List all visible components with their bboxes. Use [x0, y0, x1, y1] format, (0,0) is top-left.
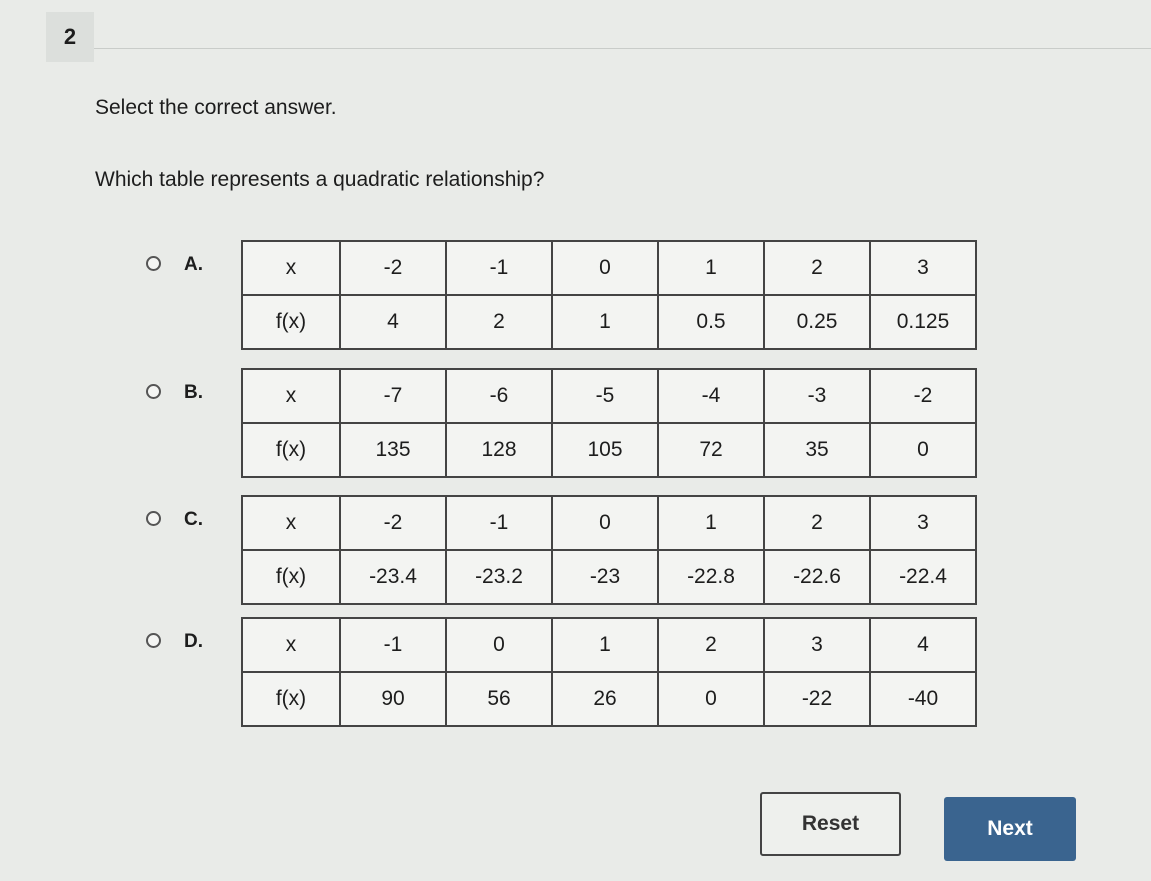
- fx-header: f(x): [242, 672, 340, 726]
- table-cell: 1: [658, 241, 764, 295]
- option-c-table: [241, 495, 977, 605]
- option-d-radio[interactable]: [146, 633, 161, 648]
- table-cell: 3: [764, 618, 870, 672]
- x-header: x: [242, 369, 340, 423]
- table-cell: -22.8: [658, 550, 764, 604]
- table-cell: 90: [340, 672, 446, 726]
- table-cell: 56: [446, 672, 552, 726]
- table-cell: -5: [552, 369, 658, 423]
- table-cell: -23: [552, 550, 658, 604]
- table-cell: -40: [870, 672, 976, 726]
- table-cell: 105: [552, 423, 658, 477]
- table-row: [242, 295, 976, 349]
- header-divider: [94, 48, 1151, 49]
- table-row: [242, 672, 976, 726]
- table-cell: -2: [870, 369, 976, 423]
- table-cell: 135: [340, 423, 446, 477]
- fx-header: f(x): [242, 550, 340, 604]
- table-cell: -6: [446, 369, 552, 423]
- table-cell: 72: [658, 423, 764, 477]
- x-header: x: [242, 618, 340, 672]
- table-cell: 0: [658, 672, 764, 726]
- next-button[interactable]: Next: [944, 797, 1076, 861]
- table-cell: -23.2: [446, 550, 552, 604]
- table-cell: 26: [552, 672, 658, 726]
- option-c-letter: C.: [184, 509, 203, 530]
- table-cell: -23.4: [340, 550, 446, 604]
- question-prompt: Which table represents a quadratic relationship?: [95, 168, 545, 191]
- table-cell: 3: [870, 241, 976, 295]
- option-a-radio[interactable]: [146, 256, 161, 271]
- option-b-table: [241, 368, 977, 478]
- table-cell: 2: [764, 496, 870, 550]
- table-row: [242, 241, 976, 295]
- table-cell: -22: [764, 672, 870, 726]
- table-cell: 4: [340, 295, 446, 349]
- table-cell: -22.4: [870, 550, 976, 604]
- question-number: 2: [46, 12, 94, 62]
- table-row: [242, 423, 976, 477]
- table-cell: -7: [340, 369, 446, 423]
- table-cell: 0: [446, 618, 552, 672]
- table-cell: 128: [446, 423, 552, 477]
- option-b-radio[interactable]: [146, 384, 161, 399]
- table-cell: 2: [658, 618, 764, 672]
- table-cell: -22.6: [764, 550, 870, 604]
- table-cell: 2: [764, 241, 870, 295]
- table-cell: 3: [870, 496, 976, 550]
- x-header: x: [242, 241, 340, 295]
- table-cell: 35: [764, 423, 870, 477]
- option-c-radio[interactable]: [146, 511, 161, 526]
- option-a-letter: A.: [184, 254, 203, 275]
- table-cell: 0: [870, 423, 976, 477]
- option-b-letter: B.: [184, 382, 203, 403]
- table-cell: -4: [658, 369, 764, 423]
- table-cell: -2: [340, 241, 446, 295]
- table-cell: 0.5: [658, 295, 764, 349]
- table-row: [242, 496, 976, 550]
- table-cell: 1: [552, 618, 658, 672]
- table-cell: -3: [764, 369, 870, 423]
- option-a-table: [241, 240, 977, 350]
- table-cell: 1: [552, 295, 658, 349]
- table-cell: -1: [446, 241, 552, 295]
- fx-header: f(x): [242, 423, 340, 477]
- x-header: x: [242, 496, 340, 550]
- table-cell: 0.25: [764, 295, 870, 349]
- table-row: [242, 550, 976, 604]
- table-cell: -1: [446, 496, 552, 550]
- table-cell: 0: [552, 241, 658, 295]
- reset-button[interactable]: Reset: [760, 792, 901, 856]
- option-d-table: [241, 617, 977, 727]
- table-cell: 2: [446, 295, 552, 349]
- table-cell: -1: [340, 618, 446, 672]
- table-row: [242, 369, 976, 423]
- option-d-letter: D.: [184, 631, 203, 652]
- table-cell: -2: [340, 496, 446, 550]
- table-cell: 0.125: [870, 295, 976, 349]
- fx-header: f(x): [242, 295, 340, 349]
- table-cell: 4: [870, 618, 976, 672]
- table-cell: 0: [552, 496, 658, 550]
- instruction-text: Select the correct answer.: [95, 96, 337, 119]
- table-cell: 1: [658, 496, 764, 550]
- table-row: [242, 618, 976, 672]
